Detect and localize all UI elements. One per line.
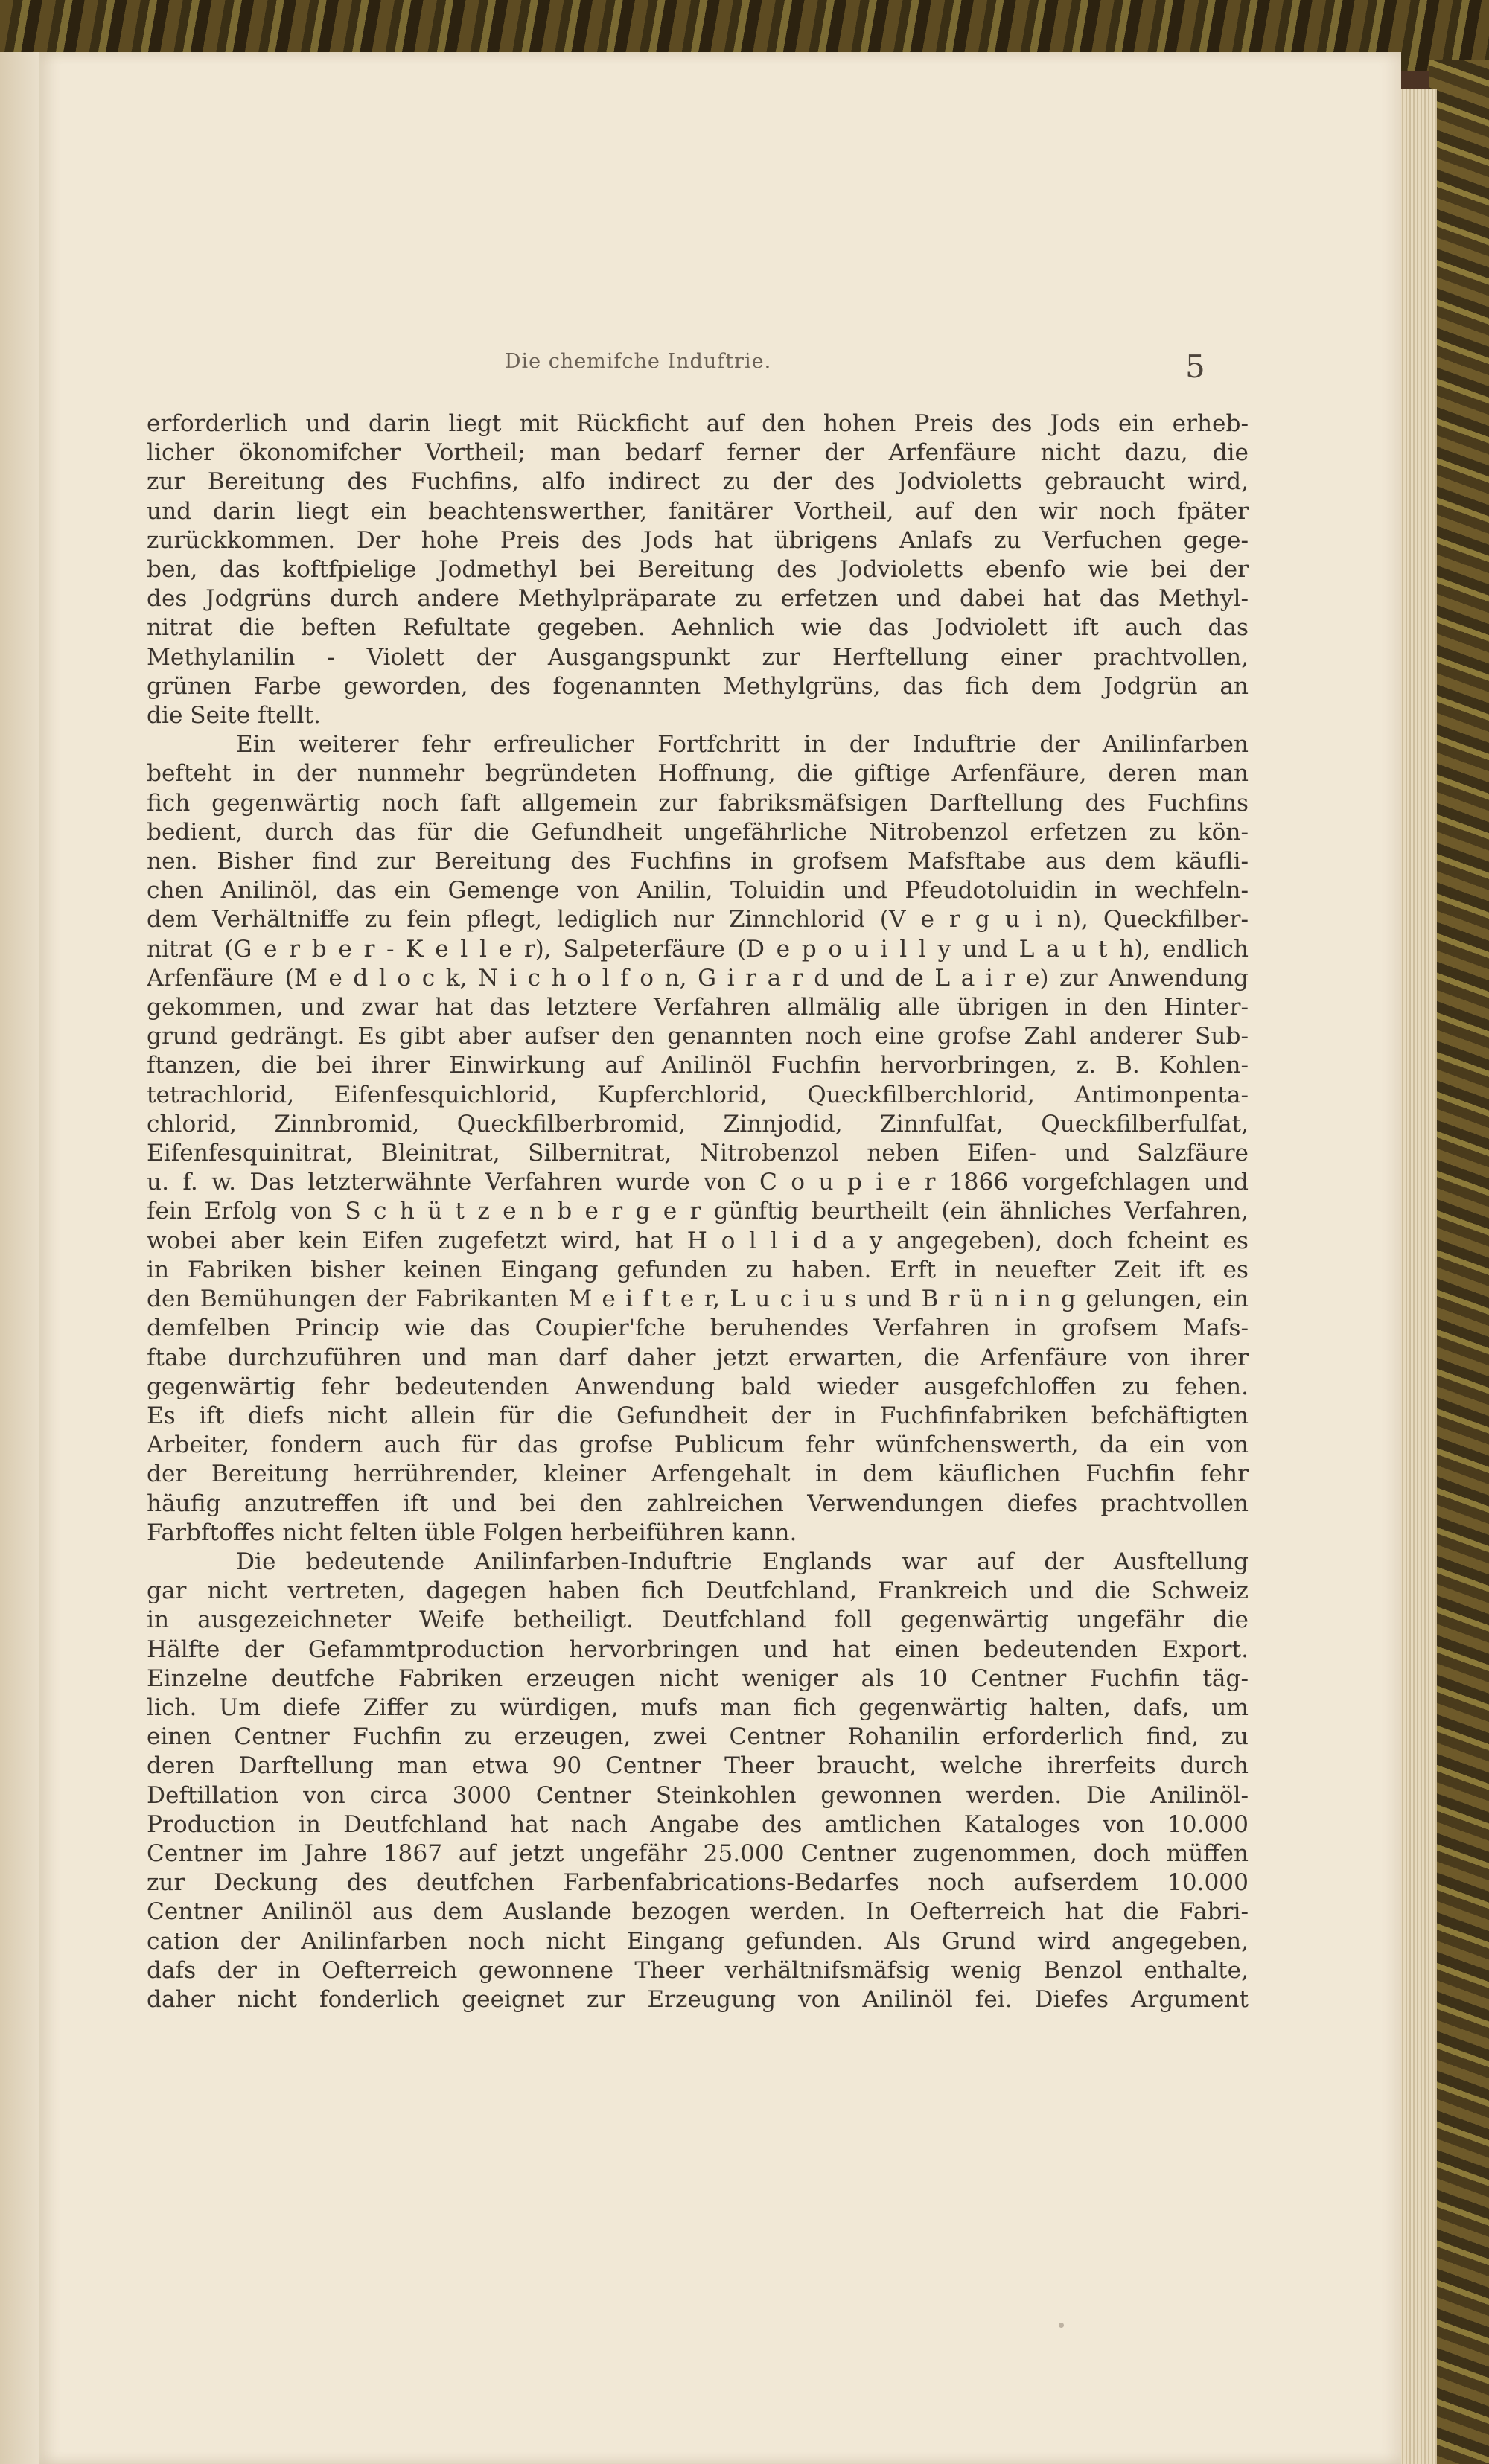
text-line: Production in Deutfchland hat nach Angabe des amtlichen Kataloges von 10.000 — [147, 1810, 1249, 1838]
text-line: grünen Farbe geworden, des fogenannten Methylgrüns, das fich dem Jodgrün an — [147, 672, 1249, 700]
text-line: und darin liegt ein beachtenswerther, fanitärer Vortheil, auf den wir noch fpäter — [147, 497, 1249, 525]
text-line: ben, das koftfpielige Jodmethyl bei Bereitung des Jodvioletts ebenfo wie bei der — [147, 556, 1249, 584]
text-line: die Seite ftellt. — [147, 702, 321, 730]
text-line: Centner im Jahre 1867 auf jetzt ungefähr 25.000 Centner zugenommen, doch müffen — [147, 1839, 1249, 1867]
text-line: wobei aber kein Eifen zugefetzt wird, hat H o l l i d a y angegeben), doch fcheint es — [147, 1227, 1249, 1254]
text-line: ftanzen, die bei ihrer Einwirkung auf Anilinöl Fuchfin hervorbringen, z. B. Kohlen- — [147, 1052, 1249, 1079]
text-line: Centner Anilinöl aus dem Auslande bezogen werden. In Oefterreich hat die Fabri- — [147, 1898, 1249, 1926]
text-line: zur Bereitung des Fuchfins, alfo indirect zu der des Jodvioletts gebraucht wird, — [147, 468, 1249, 496]
text-line: in Fabriken bisher keinen Eingang gefunden zu haben. Erft in neuefter Zeit ift es — [147, 1256, 1249, 1283]
text-line: Farbftoffes nicht felten üble Folgen herbeiführen kann. — [147, 1519, 797, 1546]
text-line: erforderlich und darin liegt mit Rückficht auf den hohen Preis des Jods ein erheb- — [147, 410, 1249, 437]
text-line: gegenwärtig fehr bedeutenden Anwendung bald wieder ausgefchloffen zu fehen. — [147, 1373, 1249, 1400]
text-line: Es ift diefs nicht allein für die Gefundheit der in Fuchfinfabriken befchäftigten — [147, 1402, 1249, 1429]
text-line: nitrat die beften Refultate gegeben. Aehnlich wie das Jodviolett ift auch das — [147, 614, 1249, 642]
text-line: gar nicht vertreten, dagegen haben fich Deutfchland, Frankreich und die Schweiz — [147, 1577, 1249, 1605]
paper-spot — [1059, 2323, 1064, 2328]
text-line: Einzelne deutfche Fabriken erzeugen nicht weniger als 10 Centner Fuchfin täg- — [147, 1665, 1249, 1692]
text-line: demfelben Princip wie das Coupier'fche beruhendes Verfahren in grofsem Mafs- — [147, 1315, 1249, 1342]
text-line: dafs der in Oefterreich gewonnene Theer verhältnifsmäfsig wenig Benzol enthalte, — [147, 1956, 1249, 1984]
body-text — [147, 409, 1249, 2014]
text-line: cation der Anilinfarben noch nicht Eingang gefunden. Als Grund wird angegeben, — [147, 1927, 1249, 1955]
text-line: Arfenfäure (M e d l o c k, N i c h o l f o n, G i r a r d und de L a i r e) zur Anwendung — [147, 964, 1249, 992]
text-line: tetrachlorid, Eifenfesquichlorid, Kupferchlorid, Queckfilberchlorid, Antimonpenta- — [147, 1081, 1249, 1108]
marbled-cover-right — [1429, 60, 1489, 2464]
text-line: fich gegenwärtig noch faft allgemein zur fabriksmäfsigen Darftellung des Fuchfins — [147, 789, 1249, 817]
text-line: chlorid, Zinnbromid, Queckfilberbromid, Zinnjodid, Zinnfulfat, Queckfilberfulfat, — [147, 1110, 1249, 1137]
text-line: nitrat (G e r b e r - K e l l e r), Salpeterfäure (D e p o u i l l y und L a u t h), endlich — [147, 935, 1249, 963]
text-line: u. f. w. Das letzterwähnte Verfahren wurde von C o u p i e r 1866 vorgefchlagen und — [147, 1169, 1249, 1196]
text-line: deren Darftellung man etwa 90 Centner Theer braucht, welche ihrerfeits durch — [147, 1752, 1249, 1780]
text-line: einen Centner Fuchfin zu erzeugen, zwei Centner Rohanilin erforderlich find, zu — [147, 1723, 1249, 1751]
text-line: zur Deckung des deutfchen Farbenfabrications-Bedarfes noch aufserdem 10.000 — [147, 1869, 1249, 1897]
text-line: Ein weiterer fehr erfreulicher Fortfchritt in der Induftrie der Anilinfarben — [236, 731, 1249, 759]
text-line: nen. Bisher find zur Bereitung des Fuchfins in grofsem Mafsftabe aus dem käufli- — [147, 848, 1249, 875]
text-line: lich. Um diefe Ziffer zu würdigen, mufs man fich gegenwärtig halten, dafs, um — [147, 1694, 1249, 1721]
text-line: des Jodgrüns durch andere Methylpräparate zu erfetzen und dabei hat das Methyl- — [147, 585, 1249, 613]
text-line: Methylanilin - Violett der Ausgangspunkt zur Herftellung einer prachtvollen, — [147, 643, 1249, 671]
book-page — [39, 52, 1401, 2464]
text-line: häufig anzutreffen ift und bei den zahlreichen Verwendungen diefes prachtvollen — [147, 1490, 1249, 1517]
text-line: bedient, durch das für die Gefundheit ungefährliche Nitrobenzol erfetzen zu kön- — [147, 818, 1249, 846]
text-line: Die bedeutende Anilinfarben-Induftrie Englands war auf der Ausftellung — [236, 1548, 1249, 1575]
text-line: gekommen, und zwar hat das letztere Verfahren allmälig alle übrigen in den Hinter- — [147, 994, 1249, 1021]
text-line: in ausgezeichneter Weife betheiligt. Deutfchland foll gegenwärtig ungefähr die — [147, 1606, 1249, 1634]
text-line: den Bemühungen der Fabrikanten M e i f t e r, L u c i u s und B r ü n i n g gelungen, ein — [147, 1286, 1249, 1313]
text-line: dem Verhältniffe zu fein pflegt, lediglich nur Zinnchlorid (V e r g u i n), Queckfilber- — [147, 906, 1249, 933]
facing-page-edge — [0, 52, 39, 2464]
text-line: Arbeiter, fondern auch für das grofse Publicum fehr wünfchenswerth, da ein von — [147, 1432, 1249, 1459]
running-title: Die chemifche Induftrie. — [504, 350, 772, 373]
text-line: Hälfte der Gefammtproduction hervorbringen und hat einen bedeutenden Export. — [147, 1635, 1249, 1663]
text-line: Deftillation von circa 3000 Centner Steinkohlen gewonnen werden. Die Anilinöl- — [147, 1781, 1249, 1809]
text-line: licher ökonomifcher Vortheil; man bedarf ferner der Arfenfäure nicht dazu, die — [147, 439, 1249, 467]
text-line: grund gedrängt. Es gibt aber aufser den genannten noch eine grofse Zahl anderer Sub- — [147, 1023, 1249, 1050]
text-line: Eifenfesquinitrat, Bleinitrat, Silbernitrat, Nitrobenzol neben Eifen- und Salzfäure — [147, 1140, 1249, 1167]
text-line: chen Anilinöl, das ein Gemenge von Anilin, Toluidin und Pfeudotoluidin in wechfeln- — [147, 877, 1249, 904]
text-line: der Bereitung herrührender, kleiner Arfengehalt in dem käuflichen Fuchfin fehr — [147, 1461, 1249, 1488]
text-line: zurückkommen. Der hohe Preis des Jods hat übrigens Anlafs zu Verfuchen gege- — [147, 526, 1249, 554]
text-line: fein Erfolg von S c h ü t z e n b e r g e r günftig beurtheilt (ein ähnliches Verfahren, — [147, 1198, 1249, 1225]
page-number: 5 — [1185, 348, 1205, 385]
text-line: ftabe durchzuführen und man darf daher jetzt erwarten, die Arfenfäure von ihrer — [147, 1344, 1249, 1371]
text-line: daher nicht fonderlich geeignet zur Erzeugung von Anilinöl fei. Diefes Argument — [147, 1985, 1249, 2013]
text-line: befteht in der nunmehr begründeten Hoffnung, die giftige Arfenfäure, deren man — [147, 760, 1249, 788]
